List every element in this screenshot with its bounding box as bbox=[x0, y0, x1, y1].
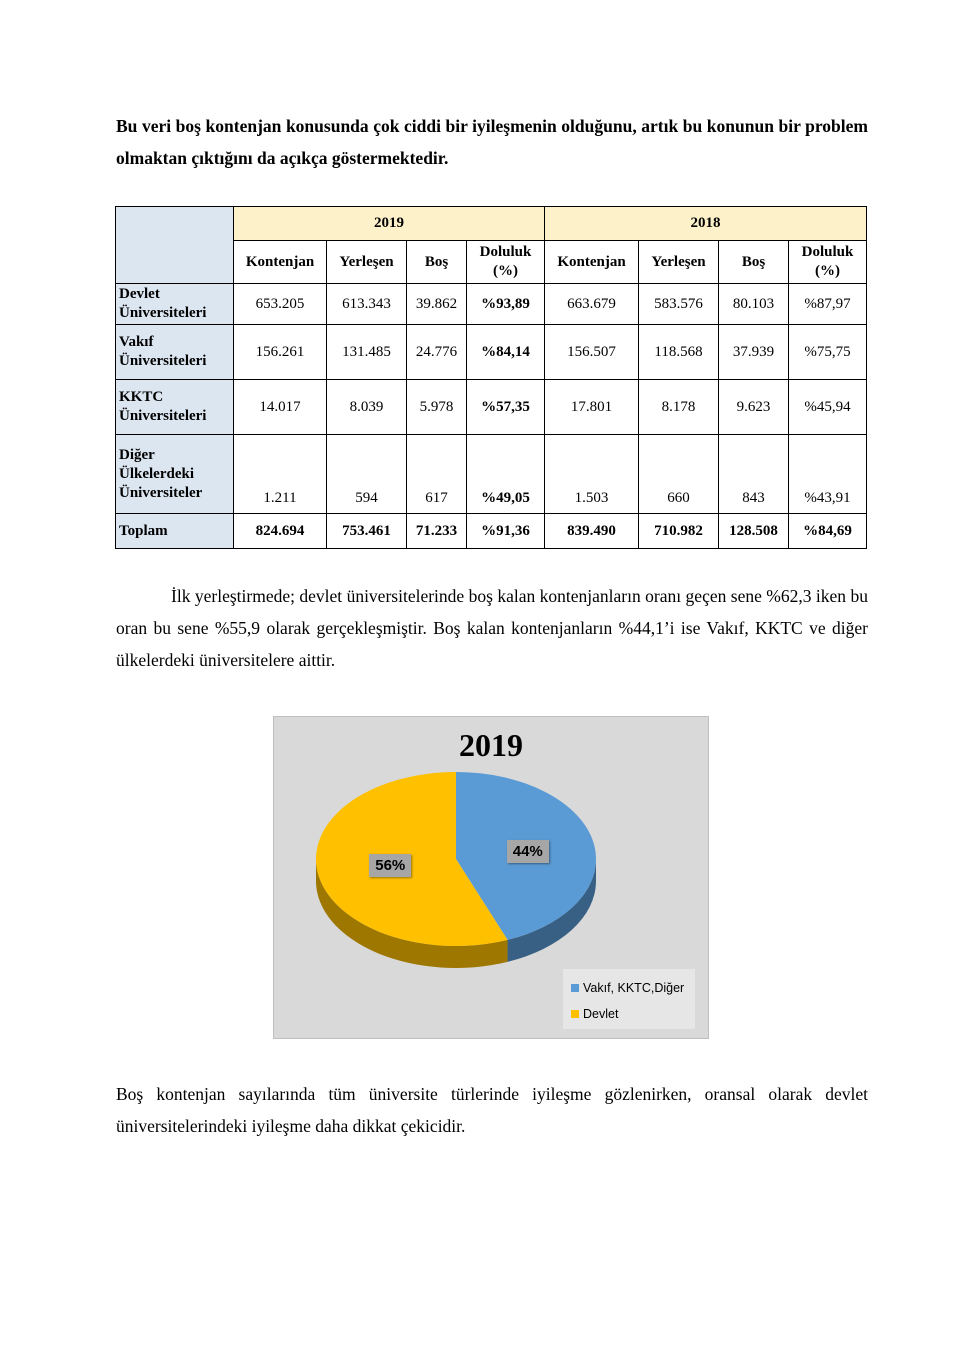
table-cell: 613.343 bbox=[327, 284, 407, 325]
year-header-2019: 2019 bbox=[234, 207, 545, 241]
placement-table bbox=[115, 206, 867, 549]
pie-chart bbox=[273, 716, 709, 1039]
legend-item bbox=[571, 1007, 618, 1021]
legend-label: Devlet bbox=[583, 1007, 619, 1021]
col-header-doluluk: Doluluk (%) bbox=[467, 241, 545, 284]
col-header-yerlesen: Yerleşen bbox=[639, 241, 719, 284]
table-cell: 753.461 bbox=[327, 514, 407, 549]
col-header-kontenjan: Kontenjan bbox=[234, 241, 327, 284]
table-cell: 37.939 bbox=[719, 325, 789, 380]
col-header-bos: Boş bbox=[719, 241, 789, 284]
table-cell: 80.103 bbox=[719, 284, 789, 325]
table-cell: %87,97 bbox=[789, 284, 867, 325]
table-cell: 24.776 bbox=[407, 325, 467, 380]
table-cell: 71.233 bbox=[407, 514, 467, 549]
table-cell: 653.205 bbox=[234, 284, 327, 325]
table-total-row bbox=[116, 514, 867, 549]
table-cell: 1.503 bbox=[545, 435, 639, 514]
table-cell: 594 bbox=[327, 435, 407, 514]
table-cell: %49,05 bbox=[467, 435, 545, 514]
table-cell: 663.679 bbox=[545, 284, 639, 325]
table-cell: 156.261 bbox=[234, 325, 327, 380]
col-header-yerlesen: Yerleşen bbox=[327, 241, 407, 284]
legend-label: Vakıf, KKTC,Diğer bbox=[583, 981, 685, 995]
intro-paragraph: Bu veri boş kontenjan konusunda çok ciddi bir iyileşmenin olduğunu, artık bu konunun bir problem olmaktan çıktığını da açıkça göstermektedir. bbox=[116, 116, 868, 168]
table-cell: 156.507 bbox=[545, 325, 639, 380]
col-header-kontenjan: Kontenjan bbox=[545, 241, 639, 284]
chart-legend bbox=[563, 969, 695, 1029]
table-cell: 583.576 bbox=[639, 284, 719, 325]
closing-paragraph: Boş kontenjan sayılarında tüm üniversite türlerinde iyileşme gözlenirken, oransal olarak devlet üniversitelerindeki iyileşme daha dikkat çekicidir. bbox=[116, 1084, 868, 1136]
table-cell: 131.485 bbox=[327, 325, 407, 380]
table-cell: %45,94 bbox=[789, 380, 867, 435]
col-header-bos: Boş bbox=[407, 241, 467, 284]
table-cell: 39.862 bbox=[407, 284, 467, 325]
table-cell: 1.211 bbox=[234, 435, 327, 514]
year-header-2018: 2018 bbox=[545, 207, 867, 241]
table-cell: 8.039 bbox=[327, 380, 407, 435]
table-year-header-row bbox=[116, 207, 867, 241]
table-row bbox=[116, 325, 867, 380]
table-row bbox=[116, 284, 867, 325]
table-row bbox=[116, 380, 867, 435]
table-cell: 118.568 bbox=[639, 325, 719, 380]
table-cell: 660 bbox=[639, 435, 719, 514]
table-cell: 843 bbox=[719, 435, 789, 514]
legend-swatch bbox=[571, 1010, 579, 1018]
table-cell: 617 bbox=[407, 435, 467, 514]
row-label: Devlet Üniversiteleri bbox=[116, 284, 234, 325]
legend-swatch bbox=[571, 984, 579, 992]
col-header-doluluk: Doluluk (%) bbox=[789, 241, 867, 284]
table-corner-cell bbox=[116, 207, 234, 284]
table-cell: 824.694 bbox=[234, 514, 327, 549]
pie-data-label-vakif: 44% bbox=[507, 840, 549, 863]
legend-item bbox=[571, 981, 684, 995]
table-cell: 9.623 bbox=[719, 380, 789, 435]
body-paragraph: İlk yerleştirmede; devlet üniversitelerinde boş kalan kontenjanların oranı geçen sene %62,3 iken bu oran bu sene %55,9 olarak gerçekleşmiştir. Boş kalan kontenjanların %44,1’i ise Vakıf, KKTC ve diğer ülkelerdeki üniversitelere aittir. bbox=[116, 586, 868, 670]
table-cell: 839.490 bbox=[545, 514, 639, 549]
table-row bbox=[116, 435, 867, 514]
table-cell: 8.178 bbox=[639, 380, 719, 435]
table-cell: %91,36 bbox=[467, 514, 545, 549]
row-label: Diğer Ülkelerdeki Üniversiteler bbox=[116, 435, 234, 514]
table-cell: %84,14 bbox=[467, 325, 545, 380]
table-cell: %75,75 bbox=[789, 325, 867, 380]
table-cell: %43,91 bbox=[789, 435, 867, 514]
row-label: Vakıf Üniversiteleri bbox=[116, 325, 234, 380]
chart-title: 2019 bbox=[459, 727, 523, 763]
table-cell: %93,89 bbox=[467, 284, 545, 325]
pie-data-label-devlet: 56% bbox=[369, 854, 411, 877]
table-cell: 128.508 bbox=[719, 514, 789, 549]
table-cell: 5.978 bbox=[407, 380, 467, 435]
table-cell: 710.982 bbox=[639, 514, 719, 549]
table-cell: 17.801 bbox=[545, 380, 639, 435]
table-cell: 14.017 bbox=[234, 380, 327, 435]
row-label: KKTC Üniversiteleri bbox=[116, 380, 234, 435]
row-label: Toplam bbox=[116, 514, 234, 549]
table-cell: %84,69 bbox=[789, 514, 867, 549]
table-cell: %57,35 bbox=[467, 380, 545, 435]
